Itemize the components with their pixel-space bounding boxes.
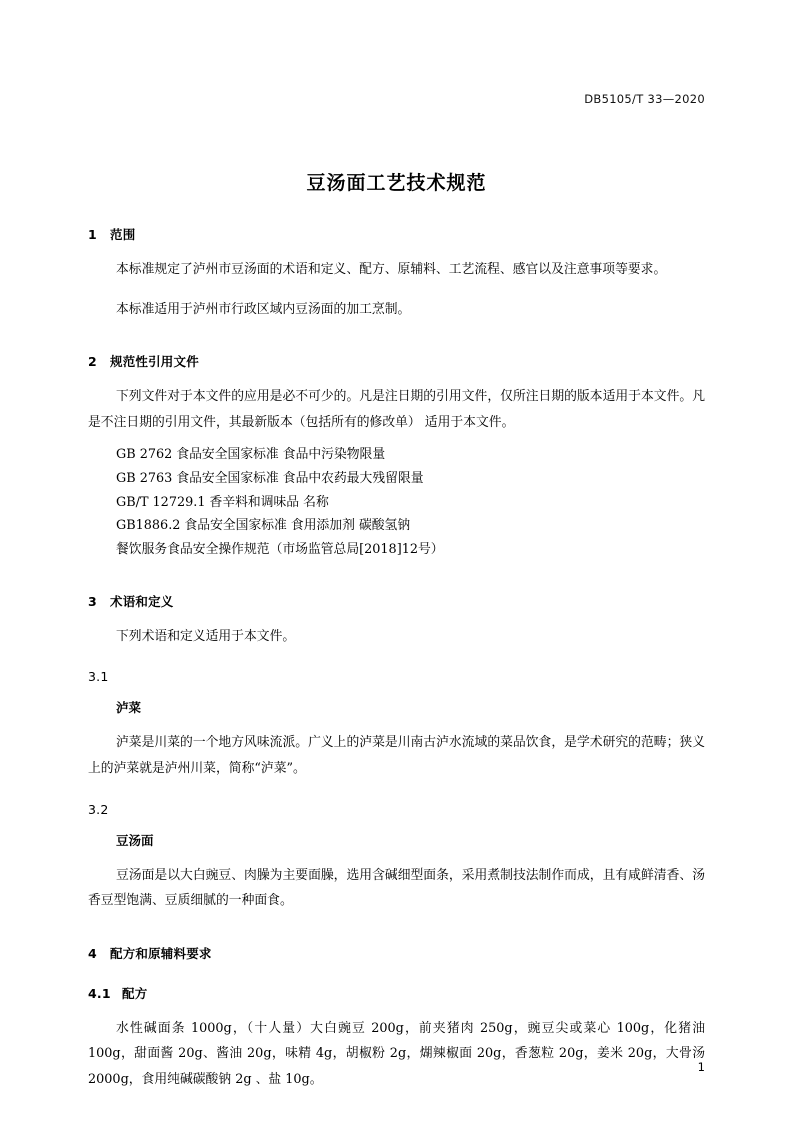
- term-name-luzhou-cuisine: 泸菜: [116, 700, 142, 716]
- page-number: 1: [697, 1060, 705, 1074]
- reference-item: GB 2763 食品安全国家标准 食品中农药最大残留限量: [116, 471, 424, 487]
- section-number-2: 2: [88, 354, 97, 370]
- clause-number-3-1: 3.1: [88, 669, 109, 685]
- clause-number-3-2: 3.2: [88, 801, 109, 817]
- reference-item: GB1886.2 食品安全国家标准 食用添加剂 碳酸氢钠: [116, 518, 411, 534]
- section-title-3: 术语和定义: [110, 593, 174, 609]
- section-number-1: 1: [88, 227, 97, 242]
- section-heading-3: [88, 592, 705, 610]
- reference-item: GB/T 12729.1 香辛料和调味品 名称: [116, 494, 329, 510]
- reference-item: GB 2762 食品安全国家标准 食品中污染物限量: [116, 447, 386, 463]
- normative-reference-list: [88, 443, 705, 561]
- section-1-paragraph-1: 本标准规定了泸州市豆汤面的术语和定义、配方、原辅料、工艺流程、感官以及注意事项等要求。: [116, 262, 667, 277]
- term-definition-doutangmian: 豆汤面是以大白豌豆、肉臊为主要面臊，选用含碱细型面条，采用煮制技法制作而成，且有咸鲜清香、汤香豆型饱满、豆质细腻的一种面食。: [88, 867, 705, 909]
- term-name-doutangmian: 豆汤面: [116, 832, 154, 848]
- page-content: [88, 92, 705, 1092]
- section-heading-1: [88, 225, 705, 243]
- term-definition-luzhou-cuisine: 泸菜是川菜的一个地方风味流派。广义上的泸菜是川南古泸水流域的菜品饮食，是学术研究的范畴；狭义上的泸菜就是泸州川菜，简称“泸菜”。: [88, 735, 705, 776]
- section-3-intro: 下列术语和定义适用于本文件。: [116, 628, 296, 644]
- page-title: 豆汤面工艺技术规范: [306, 172, 487, 194]
- section-number-4: 4: [88, 945, 97, 961]
- subsection-heading-4-1: [88, 984, 705, 1002]
- section-heading-2: [88, 352, 705, 370]
- section-1-paragraph-2: 本标准适用于泸州市行政区域内豆汤面的加工烹制。: [116, 301, 411, 317]
- recipe-paragraph: 水性碱面条 1000g，（十人量）大白豌豆 200g，前夹猪肉 250g，豌豆尖或菜心 100g，化猪油 100g，甜面酱 20g、酱油 20g，味精 4g，胡椒粉 2g，煳辣椒面 20g，香葱粒 20g，姜米 20g，大骨汤 2000g，食用纯碱碳酸钠 2g 、盐 10g。: [88, 1020, 705, 1087]
- subsection-title-4-1: 配方: [122, 985, 148, 1001]
- reference-item: 餐饮服务食品安全操作规范（市场监管总局[2018]12号）: [116, 542, 444, 558]
- subsection-number-4-1: 4.1: [88, 985, 111, 1001]
- section-number-3: 3: [88, 593, 97, 609]
- section-title-1: 范围: [110, 227, 136, 242]
- standard-code-header: DB5105/T 33—2020: [584, 92, 705, 106]
- section-2-intro: 下列文件对于本文件的应用是必不可少的。凡是注日期的引用文件，仅所注日期的版本适用于本文件。凡是不注日期的引用文件，其最新版本（包括所有的修改单） 适用于本文件。: [88, 389, 705, 430]
- section-title-2: 规范性引用文件: [110, 354, 199, 370]
- section-title-4: 配方和原辅料要求: [110, 945, 212, 961]
- section-heading-4: [88, 944, 705, 962]
